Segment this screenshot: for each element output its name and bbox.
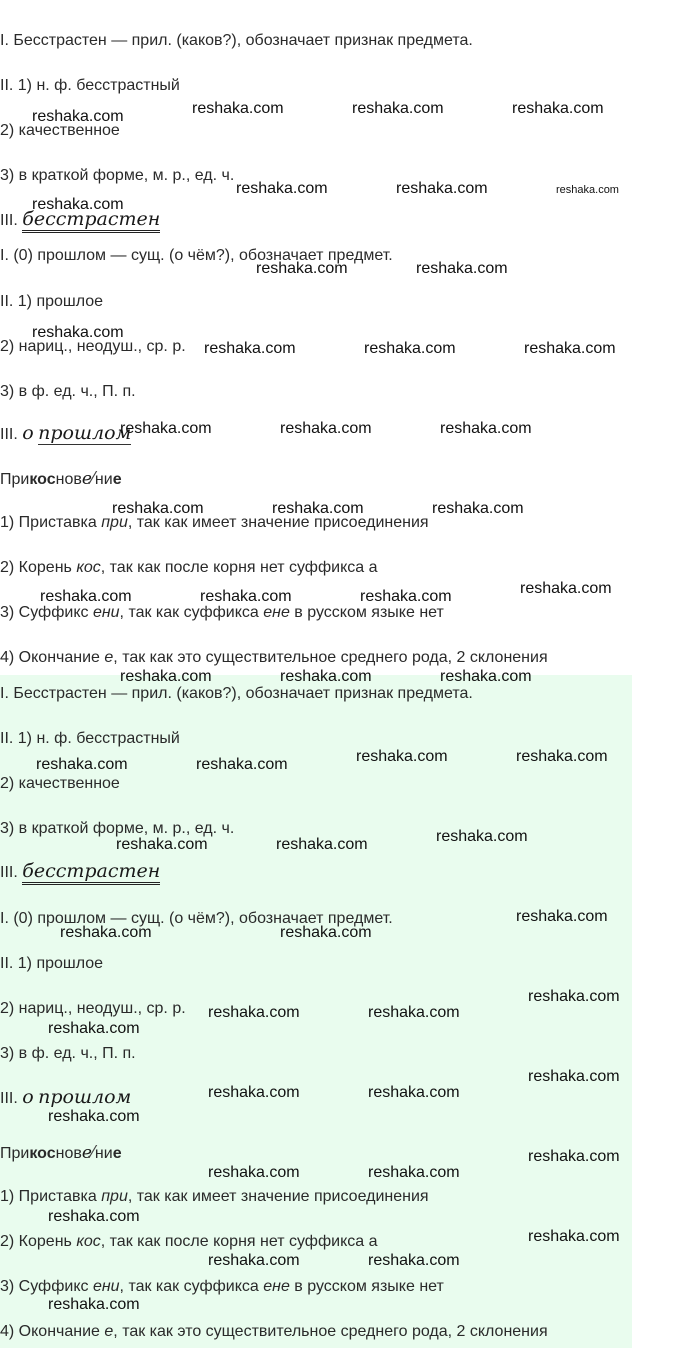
text-italic: ени — [92, 604, 120, 621]
watermark-text: reshaka.com — [120, 668, 212, 685]
handwritten-word: прошлом — [38, 1086, 132, 1108]
watermark-text: reshaka.com — [528, 1068, 620, 1085]
text-segment: , так как имеет значение присоединения — [127, 514, 429, 531]
text-segment: 4) Окончание — [0, 649, 105, 666]
morpheme-part: нов — [55, 1145, 82, 1162]
text-line — [0, 558, 378, 578]
handwritten-preposition: о — [22, 422, 34, 444]
watermark-text: reshaka.com — [208, 1164, 300, 1181]
watermark-text: reshaka.com — [48, 1108, 140, 1125]
watermark-text: reshaka.com — [40, 588, 132, 605]
morpheme-part: ни — [94, 1145, 113, 1162]
text-line: 2) нариц., неодуш., ср. р. — [0, 1000, 186, 1017]
text-italic: при — [101, 514, 128, 531]
morpheme-ending: е — [112, 1145, 122, 1162]
text-line: I. (0) прошлом — сущ. (о чём?), обозначает предмет. — [0, 247, 393, 264]
watermark-text: reshaka.com — [48, 1296, 140, 1313]
text-italic: ене — [263, 1278, 290, 1295]
handwritten-word: бесстрастен — [22, 860, 160, 885]
watermark-text: reshaka.com — [196, 756, 288, 773]
morpheme-root: кос — [29, 1145, 56, 1162]
watermark-text: reshaka.com — [528, 1148, 620, 1165]
watermark-text: reshaka.com — [120, 420, 212, 437]
watermark-text: reshaka.com — [356, 748, 448, 765]
text-line: 2) нариц., неодуш., ср. р. — [0, 338, 186, 355]
watermark-text: reshaka.com — [516, 908, 608, 925]
text-line: 3) в ф. ед. ч., П. п. — [0, 383, 136, 400]
watermark-text: reshaka.com — [516, 748, 608, 765]
watermark-text: reshaka.com — [556, 184, 619, 196]
watermark-text: reshaka.com — [116, 836, 208, 853]
morpheme-root: кос — [29, 471, 56, 488]
watermark-text: reshaka.com — [60, 924, 152, 941]
roman-numeral: III. — [0, 864, 18, 881]
morpheme-prefix: При — [0, 1145, 30, 1162]
text-line — [0, 1277, 444, 1297]
text-line — [0, 1322, 548, 1342]
watermark-text: reshaka.com — [280, 924, 372, 941]
text-italic: е — [104, 1323, 114, 1340]
text-line: II. 1) прошлое — [0, 293, 104, 310]
text-italic: е — [104, 649, 114, 666]
text-line — [0, 648, 548, 668]
watermark-text: reshaka.com — [32, 324, 124, 341]
text-line — [0, 1232, 378, 1252]
text-line — [0, 1187, 429, 1207]
text-line — [0, 603, 444, 623]
watermark-text: reshaka.com — [200, 588, 292, 605]
text-italic: кос — [76, 559, 101, 576]
text-segment: в русском языке нет — [289, 604, 444, 621]
handwritten-word: прошлом — [38, 422, 132, 444]
watermark-text: reshaka.com — [208, 1004, 300, 1021]
text-segment: в русском языке нет — [289, 1278, 444, 1295]
watermark-text: reshaka.com — [440, 668, 532, 685]
text-line: 3) в краткой форме, м. р., ед. ч. — [0, 820, 235, 837]
slash-mark: ⁄ — [91, 468, 95, 488]
handwritten-preposition: о — [22, 1086, 34, 1108]
watermark-text: reshaka.com — [272, 500, 364, 517]
watermark-text: reshaka.com — [396, 180, 488, 197]
morpheme-ending: е — [112, 471, 122, 488]
morpheme-word — [0, 1142, 122, 1164]
watermark-text: reshaka.com — [528, 988, 620, 1005]
text-segment: 1) Приставка — [0, 1188, 102, 1205]
watermark-text: reshaka.com — [368, 1164, 460, 1181]
text-italic: кос — [76, 1233, 101, 1250]
text-line: 3) в ф. ед. ч., П. п. — [0, 1045, 136, 1062]
watermark-text: reshaka.com — [368, 1004, 460, 1021]
roman-numeral: III. — [0, 212, 18, 229]
watermark-text: reshaka.com — [276, 836, 368, 853]
watermark-text: reshaka.com — [512, 100, 604, 117]
text-segment: , так как суффикса — [119, 1278, 264, 1295]
morpheme-part: нов — [55, 471, 82, 488]
roman-numeral: III. — [0, 1090, 18, 1107]
watermark-text: reshaka.com — [364, 340, 456, 357]
watermark-text: reshaka.com — [436, 828, 528, 845]
text-segment: 4) Окончание — [0, 1323, 105, 1340]
text-segment: , так как суффикса — [119, 604, 264, 621]
text-line: I. Бесстрастен — прил. (каков?), обозначает признак предмета. — [0, 685, 473, 702]
text-line: I. Бесстрастен — прил. (каков?), обозначает признак предмета. — [0, 32, 473, 49]
watermark-text: reshaka.com — [32, 108, 124, 125]
morpheme-part: е — [81, 469, 92, 489]
text-segment: , так как после корня нет суффикса а — [100, 559, 378, 576]
watermark-text: reshaka.com — [112, 500, 204, 517]
slash-mark: ⁄ — [91, 1142, 95, 1162]
watermark-text: reshaka.com — [208, 1252, 300, 1269]
text-segment: , так как это существительное среднего рода, 2 склонения — [113, 1323, 548, 1340]
handwritten-line — [0, 861, 160, 883]
text-line: 3) в краткой форме, м. р., ед. ч. — [0, 167, 235, 184]
watermark-text: reshaka.com — [204, 340, 296, 357]
text-italic: при — [101, 1188, 128, 1205]
watermark-text: reshaka.com — [368, 1252, 460, 1269]
watermark-text: reshaka.com — [48, 1020, 140, 1037]
text-italic: ени — [92, 1278, 120, 1295]
watermark-text: reshaka.com — [520, 580, 612, 597]
handwritten-line — [0, 423, 131, 445]
watermark-text: reshaka.com — [48, 1208, 140, 1225]
text-segment: , так как после корня нет суффикса а — [100, 1233, 378, 1250]
text-segment: 3) Суффикс — [0, 604, 93, 621]
text-line: II. 1) прошлое — [0, 955, 104, 972]
watermark-text: reshaka.com — [32, 196, 124, 213]
watermark-text: reshaka.com — [440, 420, 532, 437]
text-line: II. 1) н. ф. бесстрастный — [0, 730, 180, 747]
roman-numeral: III. — [0, 426, 18, 443]
morpheme-part: ни — [94, 471, 113, 488]
text-line: 2) качественное — [0, 775, 120, 792]
text-line: II. 1) н. ф. бесстрастный — [0, 77, 180, 94]
watermark-text: reshaka.com — [236, 180, 328, 197]
text-segment: , так как имеет значение присоединения — [127, 1188, 429, 1205]
text-segment: 1) Приставка — [0, 514, 102, 531]
watermark-text: reshaka.com — [280, 668, 372, 685]
watermark-text: reshaka.com — [208, 1084, 300, 1101]
watermark-text: reshaka.com — [524, 340, 616, 357]
watermark-text: reshaka.com — [360, 588, 452, 605]
text-line: I. (0) прошлом — сущ. (о чём?), обозначает предмет. — [0, 910, 393, 927]
answer-block-2 — [0, 675, 632, 1348]
watermark-text: reshaka.com — [256, 260, 348, 277]
watermark-text: reshaka.com — [352, 100, 444, 117]
watermark-text: reshaka.com — [368, 1084, 460, 1101]
text-segment: 2) Корень — [0, 559, 77, 576]
morpheme-prefix: При — [0, 471, 30, 488]
watermark-text: reshaka.com — [192, 100, 284, 117]
morpheme-part: е — [81, 1143, 92, 1163]
handwritten-line — [0, 1087, 131, 1109]
handwritten-word: бесстрастен — [22, 208, 160, 233]
morpheme-word — [0, 468, 122, 490]
text-line — [0, 513, 429, 533]
text-italic: ене — [263, 604, 290, 621]
text-segment: 3) Суффикс — [0, 1278, 93, 1295]
watermark-text: reshaka.com — [280, 420, 372, 437]
text-segment: 2) Корень — [0, 1233, 77, 1250]
watermark-text: reshaka.com — [36, 756, 128, 773]
watermark-text: reshaka.com — [416, 260, 508, 277]
text-line: 2) качественное — [0, 122, 120, 139]
watermark-text: reshaka.com — [432, 500, 524, 517]
text-segment: , так как это существительное среднего рода, 2 склонения — [113, 649, 548, 666]
watermark-text: reshaka.com — [528, 1228, 620, 1245]
